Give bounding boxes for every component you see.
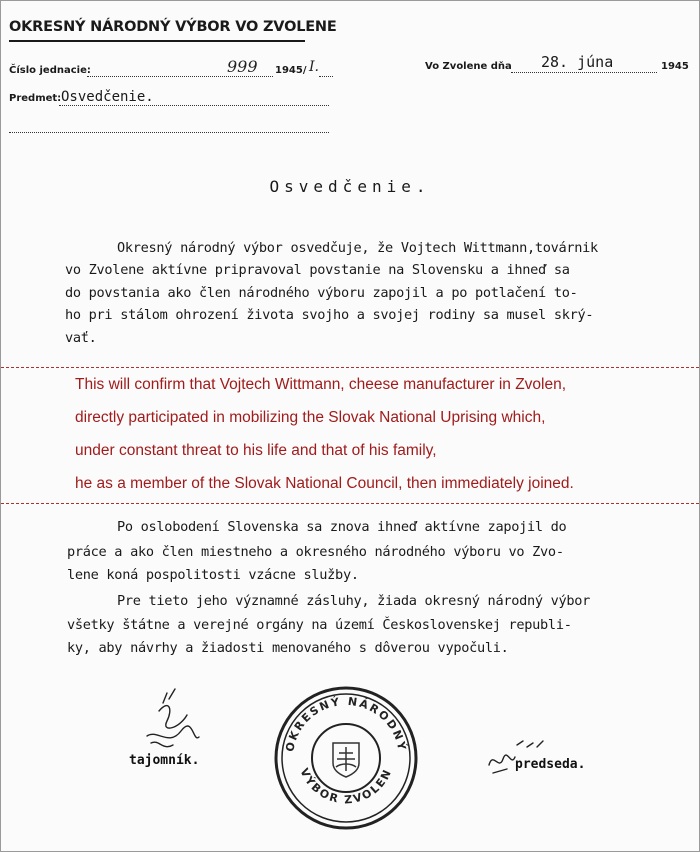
paragraph-2-line: ky, aby návrhy a žiadosti menovaného s dôverou vypočuli. <box>67 640 509 656</box>
paragraph-1-line: vo Zvolene aktívne pripravoval povstanie na Slovensku a ihneď sa <box>65 262 570 278</box>
ref-year: 1945/ <box>275 65 307 76</box>
paragraph-1-line: do povstania ako člen národného výboru zapojil a po potlačení to- <box>65 285 578 301</box>
translation-bottom-divider <box>1 503 699 504</box>
translation-line: under constant threat to his life and that of his family, <box>75 442 437 459</box>
paragraph-2-line: Pre tieto jeho významné zásluhy, žiada okresný národný výbor <box>117 593 591 609</box>
secretary-handwritten-signature <box>129 681 209 761</box>
official-round-stamp <box>271 683 421 833</box>
letterhead-title: OKRESNÝ NÁRODNÝ VÝBOR VO ZVOLENE <box>9 19 337 35</box>
translation-top-divider <box>1 367 699 368</box>
subject-dotted-line <box>59 105 329 106</box>
letterhead-underline <box>9 40 305 42</box>
ref-suffix: I. <box>309 59 319 75</box>
document-title: Osvedčenie. <box>269 177 431 196</box>
date-dotted-line <box>511 72 657 73</box>
paragraph-2-line: všetky štátne a verejné orgány na území Československej republi- <box>67 617 572 633</box>
ref-suffix-dots <box>319 76 333 77</box>
paragraph-2-line: Po oslobodení Slovenska sa znova ihneď aktívne zapojil do <box>117 519 567 535</box>
chairman-handwritten-signature <box>483 731 553 781</box>
date-value: 28. júna <box>541 53 614 71</box>
paragraph-2-line: lene koná pospolitosti vzácne služby. <box>67 567 359 583</box>
paragraph-1-line: Okresný národný výbor osvedčuje, že Vojtech Wittmann,továrnik <box>117 240 598 256</box>
paragraph-2-line: práce a ako člen miestneho a okresného národného výboru vo Zvo- <box>67 544 564 560</box>
ref-number: 999 <box>227 57 258 76</box>
svg-text:VÝBOR ZVOLEN <box>297 766 394 806</box>
secretary-label: tajomník. <box>129 753 200 768</box>
paragraph-1-line: vať. <box>65 330 97 346</box>
ref-label: Číslo jednacie: <box>9 65 91 76</box>
subject-label: Predmet: <box>9 93 62 104</box>
translation-line: This will confirm that Vojtech Wittmann, cheese manufacturer in Zvolen, <box>75 376 567 393</box>
translation-line: he as a member of the Slovak National Council, then immediately joined. <box>75 475 574 492</box>
year-value: 1945 <box>661 61 689 72</box>
subject-value: Osvedčenie. <box>61 89 154 105</box>
stamp-emblem <box>333 743 359 777</box>
stamp-top-text: OKRESNÝ NÁRODNÝ <box>283 694 409 753</box>
ref-dotted-line <box>87 76 273 77</box>
chairman-label: predseda. <box>515 757 586 772</box>
translation-line: directly participated in mobilizing the Slovak National Uprising which, <box>75 409 546 426</box>
subject-dotted-line-2 <box>9 132 329 133</box>
paragraph-1-line: ho pri stálom ohrození života svojho a svojej rodiny sa musel skrý- <box>65 307 594 323</box>
stamp-bottom-text: VÝBOR ZVOLEN <box>297 766 395 807</box>
place-label: Vo Zvolene dňa <box>425 61 512 72</box>
